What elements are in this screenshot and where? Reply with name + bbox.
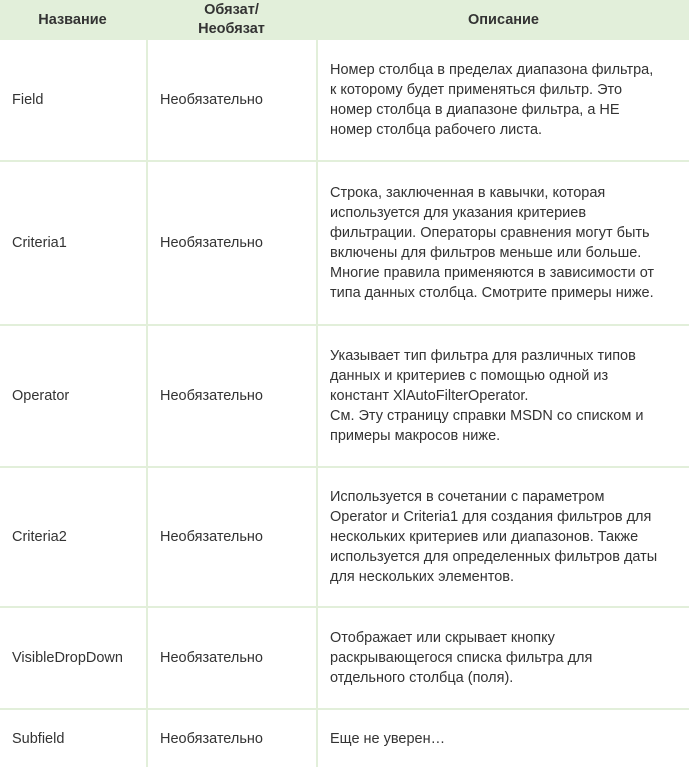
param-description: Строка, заключенная в кавычки, которая используется для указания критериев фильтрации. Операторы сравнения могут быть включены для фильтров меньше или больше. Многие правила применяются в зависимости от типа данных столбца. Смотрите примеры ниже. (330, 185, 655, 301)
table-row (0, 162, 689, 326)
table-row (0, 40, 689, 162)
table-row (0, 326, 689, 468)
param-name: VisibleDropDown (12, 650, 123, 666)
param-name: Criteria2 (12, 529, 67, 545)
header-name: Название (38, 11, 107, 28)
param-required: Необязательно (160, 92, 263, 108)
param-name: Subfield (12, 730, 65, 747)
param-name: Operator (12, 388, 70, 404)
table-row (0, 608, 689, 710)
param-name: Criteria1 (12, 235, 67, 251)
table-row (0, 710, 689, 767)
param-description: Еще не уверен… (330, 730, 446, 747)
table-header (0, 0, 689, 40)
param-description: Отображает или скрывает кнопку раскрывающегося списка фильтра для отдельного столбца (поля). (330, 630, 593, 686)
param-name: Field (12, 92, 44, 108)
param-required: Необязательно (160, 235, 263, 251)
param-description: Номер столбца в пределах диапазона фильтра, к которому будет применяться фильтр. Это номер столбца в диапазоне фильтра, а НЕ номер столбца рабочего листа. (330, 62, 654, 138)
param-required: Необязательно (160, 730, 263, 747)
param-required: Необязательно (160, 388, 263, 404)
table-row (0, 468, 689, 608)
header-description: Описание (468, 11, 539, 28)
header-required: Обязат/ Необязат (198, 2, 265, 37)
param-required: Необязательно (160, 650, 263, 666)
param-description: Используется в сочетании с параметром Operator и Criteria1 для создания фильтров для нескольких критериев или диапазонов. Также используется для определенных фильтров даты для нескольких элементов. (330, 489, 658, 585)
param-description: Указывает тип фильтра для различных типов данных и критериев с помощью одной из констант XlAutoFilterOperator. См. Эту страницу справки MSDN со списком и примеры макросов ниже. (330, 348, 644, 444)
param-required: Необязательно (160, 529, 263, 545)
